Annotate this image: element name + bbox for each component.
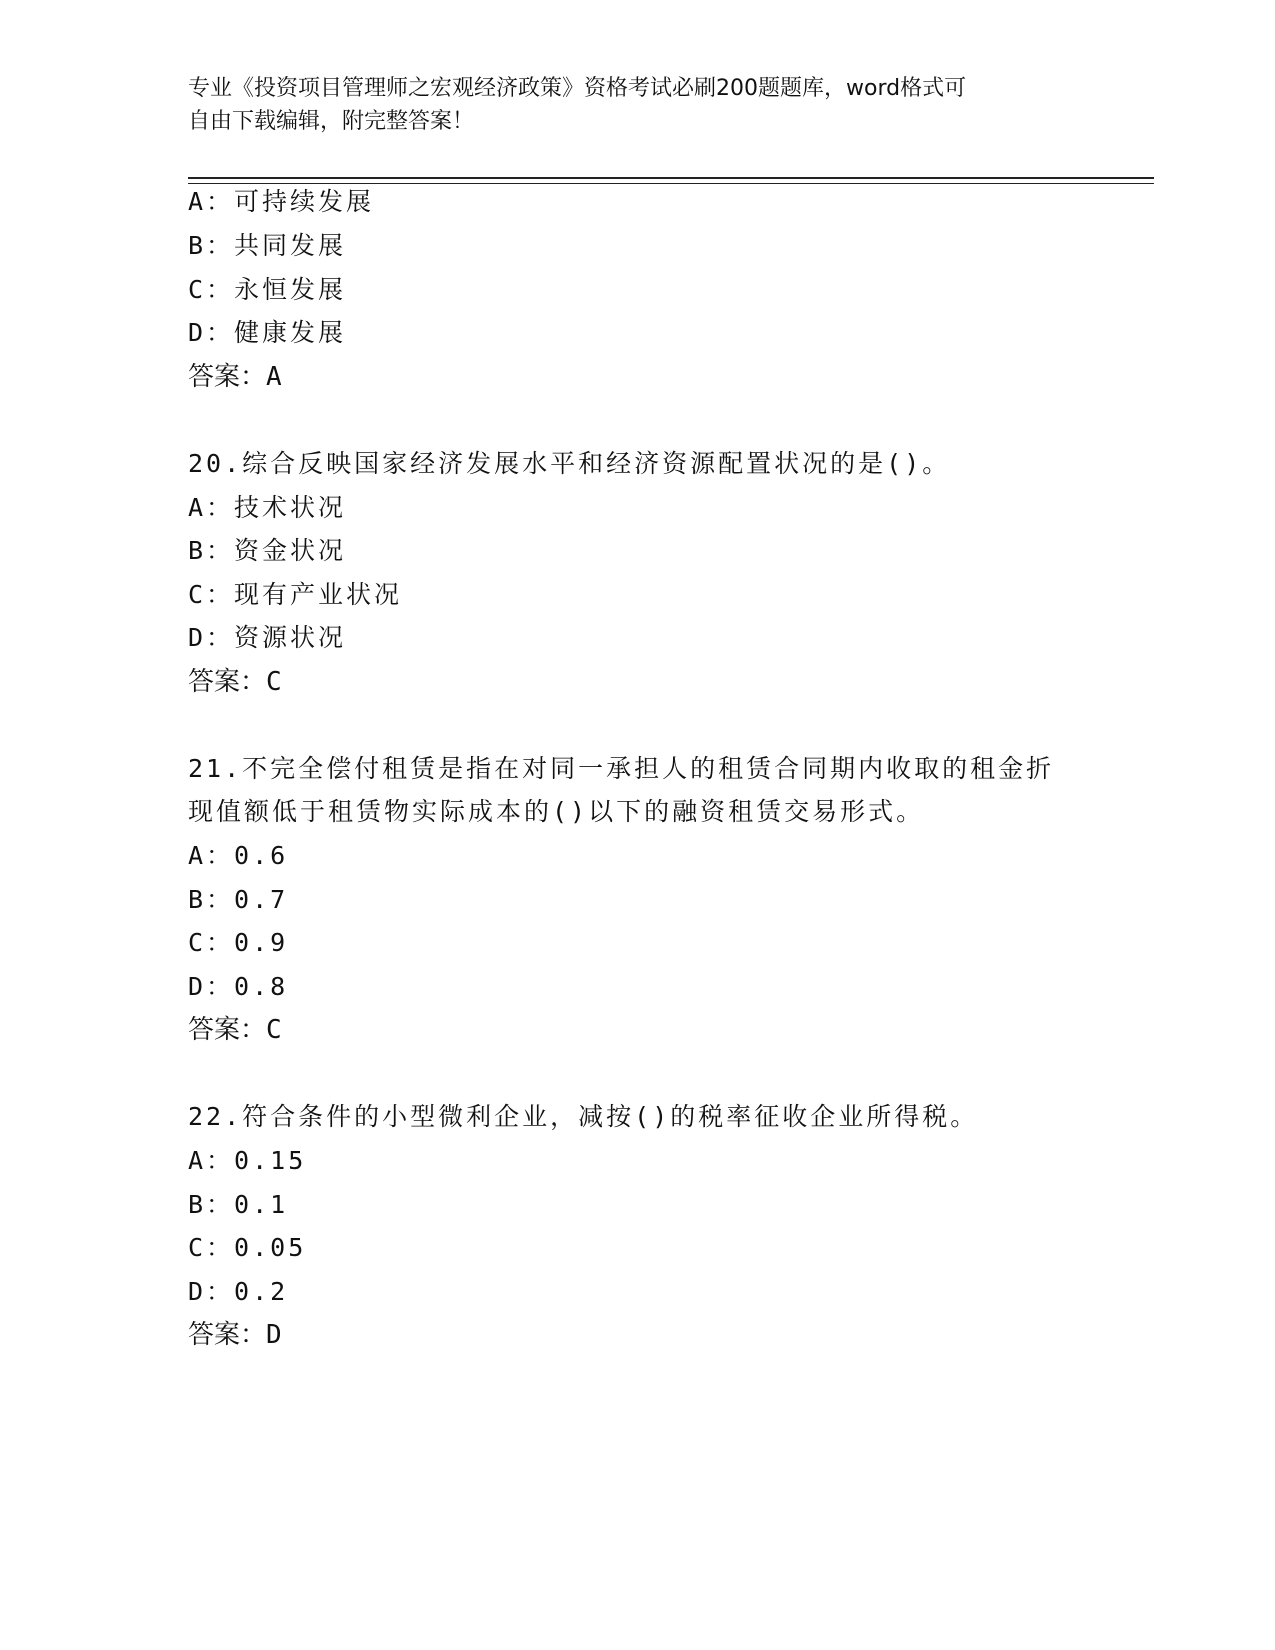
q21-option-d: D：0.8 [188, 972, 289, 1001]
prev-option-a: A：可持续发展 [188, 187, 375, 216]
q20-stem: 20.综合反映国家经济发展水平和经济资源配置状况的是()。 [188, 449, 951, 478]
q21-answer-label: 答案： [188, 1015, 267, 1045]
prev-answer-value: A [266, 362, 282, 392]
prev-answer-label: 答案： [188, 362, 267, 392]
q22-option-d: D：0.2 [188, 1277, 289, 1306]
q22-option-b: B：0.1 [188, 1190, 289, 1219]
q22-option-c: C：0.05 [188, 1233, 307, 1262]
q22-stem: 22.符合条件的小型微利企业，减按()的税率征收企业所得税。 [188, 1102, 979, 1131]
q22-answer-label: 答案： [188, 1320, 267, 1350]
q21-answer-value: C [266, 1015, 282, 1045]
q21-option-a: A：0.6 [188, 841, 289, 870]
q21-option-b: B：0.7 [188, 885, 289, 914]
q21-answer [188, 1015, 282, 1045]
q20-answer-label: 答案： [188, 667, 267, 697]
header-divider-thin [188, 183, 1154, 184]
q20-answer-value: C [266, 667, 282, 697]
prev-answer [188, 362, 282, 392]
prev-option-c: C：永恒发展 [188, 275, 347, 304]
q21-stem-line-2: 现值额低于租赁物实际成本的()以下的融资租赁交易形式。 [188, 797, 925, 826]
q22-option-a: A：0.15 [188, 1146, 307, 1175]
q20-option-c: C：现有产业状况 [188, 580, 403, 609]
prev-option-d: D：健康发展 [188, 318, 347, 347]
q21-stem-line-1: 21.不完全偿付租赁是指在对同一承担人的租赁合同期内收取的租金折 [188, 754, 1055, 783]
q20-option-a: A：技术状况 [188, 493, 347, 522]
q20-option-d: D：资源状况 [188, 623, 347, 652]
q22-answer-value: D [266, 1320, 282, 1350]
header-divider-thick [188, 177, 1154, 179]
q20-option-b: B：资金状况 [188, 536, 347, 565]
header-title-line-1: 专业《投资项目管理师之宏观经济政策》资格考试必刷200题题库，word格式可 [188, 76, 967, 101]
prev-option-b: B：共同发展 [188, 231, 347, 260]
document-header [188, 72, 1068, 138]
q20-answer [188, 667, 282, 697]
q21-option-c: C：0.9 [188, 928, 289, 957]
header-title-line-2: 自由下载编辑，附完整答案！ [188, 109, 475, 134]
q22-answer [188, 1320, 282, 1350]
